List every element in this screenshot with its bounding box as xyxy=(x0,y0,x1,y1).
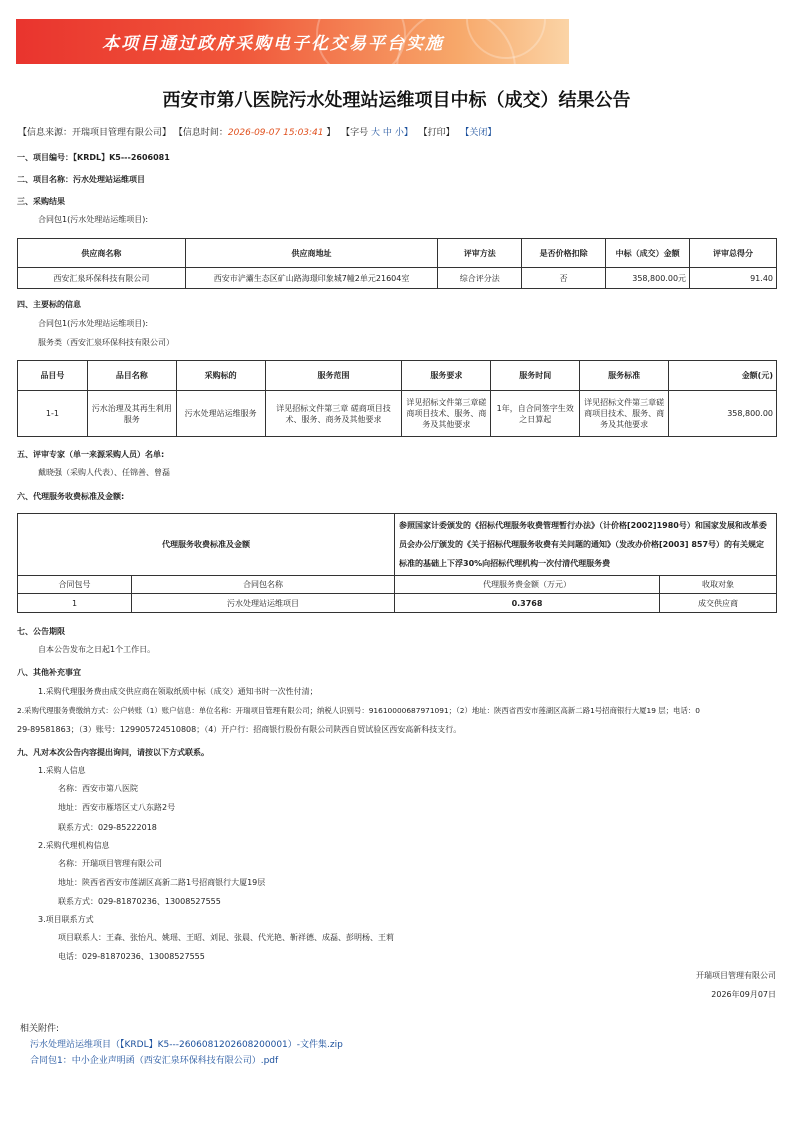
font-medium-link[interactable]: 中 xyxy=(382,128,392,138)
review-method: 综合评分法 xyxy=(438,268,522,289)
items-category: 服务类（西安汇泉环保科技有限公司） xyxy=(38,338,174,347)
items-header: 服务要求 xyxy=(402,361,491,391)
items-header: 金额(元) xyxy=(669,361,777,391)
items-header: 服务标准 xyxy=(580,361,669,391)
supplier-name: 西安汇泉环保科技有限公司 xyxy=(18,268,186,289)
close-link[interactable]: 【关闭】 xyxy=(460,128,497,138)
agency-phone: 联系方式：029-81870236、13008527555 xyxy=(58,897,221,906)
fee-description: 参照国家计委颁发的《招标代理服务收费管理暂行办法》（计价格[2002]1980号）和国家发展和改革委员会办公厅颁发的《关于招标代理服务收费有关问题的通知》（发改办价格[2003] 857号）的有关规定标准的基础上下浮30%向招标代理机构一次付清代理服务费 xyxy=(395,514,777,576)
item-number: 1-1 xyxy=(18,391,88,437)
project-contacts: 项目联系人：王森、张怡凡、姚瑶、王昭、刘昆、张晨、代光艳、靳祥德、成磊、彭明杨、王莉 xyxy=(58,933,394,942)
fee-title: 代理服务收费标准及金额 xyxy=(18,514,395,576)
table-row xyxy=(18,268,777,289)
font-large-link[interactable]: 大 xyxy=(371,128,381,138)
items-package-label: 合同包1(污水处理站运维项目): xyxy=(38,319,149,328)
fee-header: 合同包号 xyxy=(18,576,132,594)
purchaser-name: 名称：西安市第八医院 xyxy=(58,784,138,793)
attachments xyxy=(20,1021,343,1066)
item-amount: 358,800.00 xyxy=(669,391,777,437)
result-header: 评审方法 xyxy=(438,239,522,268)
section-project-name: 二、项目名称：污水处理站运维项目 xyxy=(17,175,145,184)
info-bar xyxy=(18,125,496,138)
agency-address: 地址：陕西省西安市莲湖区高新二路1号招商银行大厦19层 xyxy=(58,878,266,887)
project-phone: 电话：029-81870236、13008527555 xyxy=(58,952,205,961)
result-header: 中标（成交）金额 xyxy=(606,239,690,268)
time-label: 【信息时间： xyxy=(173,128,228,138)
section-notice-period: 七、公告期限 xyxy=(17,627,65,636)
agency-name: 名称：开瑞项目管理有限公司 xyxy=(58,859,162,868)
notice-period-text: 自本公告发布之日起1个工作日。 xyxy=(38,645,156,654)
fee-amount: 0.3768 xyxy=(395,594,660,613)
items-header: 服务时间 xyxy=(491,361,580,391)
items-header: 品目号 xyxy=(18,361,88,391)
service-time: 1年，自合同签字生效之日算起 xyxy=(491,391,580,437)
purchaser-address: 地址：西安市雁塔区丈八东路2号 xyxy=(58,803,176,812)
award-amount: 358,800.00元 xyxy=(606,268,690,289)
signature-org: 开瑞项目管理有限公司 xyxy=(696,971,776,980)
banner-text: 本项目通过政府采购电子化交易平台实施 xyxy=(102,34,444,54)
section-experts: 五、评审专家（单一来源采购人员）名单: xyxy=(17,450,165,459)
package-number: 1 xyxy=(18,594,132,613)
attachment-link-zip[interactable]: 污水处理站运维项目（【KRDL】K5---2606081202608200001）-文件集.zip xyxy=(30,1040,343,1050)
fee-header: 收取对象 xyxy=(660,576,777,594)
service-standard: 详见招标文件第三章磋商项目技术、服务、商务及其他要求 xyxy=(580,391,669,437)
section-result: 三、采购结果 xyxy=(17,197,65,206)
result-header: 供应商名称 xyxy=(18,239,186,268)
total-score: 91.40 xyxy=(690,268,777,289)
price-deduction: 否 xyxy=(522,268,606,289)
items-header: 采购标的 xyxy=(176,361,265,391)
attachment-link-pdf[interactable]: 合同包1：中小企业声明函（西安汇泉环保科技有限公司）.pdf xyxy=(30,1056,279,1066)
publish-time: 2026-09-07 15:03:41 xyxy=(227,128,324,138)
procurement-target: 污水处理站运维服务 xyxy=(176,391,265,437)
section-contact: 九、凡对本次公告内容提出询问，请按以下方式联系。 xyxy=(17,748,209,757)
table-row xyxy=(18,594,777,613)
result-header: 是否价格扣除 xyxy=(522,239,606,268)
time-end: 】 xyxy=(326,128,336,138)
fee-table xyxy=(17,513,777,613)
result-package-label: 合同包1(污水处理站运维项目): xyxy=(38,215,149,224)
project-contact-heading: 3.项目联系方式 xyxy=(38,915,94,924)
items-header: 服务范围 xyxy=(265,361,402,391)
fee-header: 合同包名称 xyxy=(132,576,395,594)
source-value: 开瑞项目管理有限公司】 xyxy=(72,128,172,138)
signature-date: 2026年09月07日 xyxy=(711,990,776,999)
page-title: 西安市第八医院污水处理站运维项目中标（成交）结果公告 xyxy=(162,90,631,111)
print-link[interactable]: 【打印】 xyxy=(418,128,455,138)
result-header: 评审总得分 xyxy=(690,239,777,268)
result-header: 供应商地址 xyxy=(185,239,438,268)
result-table xyxy=(17,238,777,289)
section-other-matters: 八、其他补充事宜 xyxy=(17,668,81,677)
package-name: 污水处理站运维项目 xyxy=(132,594,395,613)
table-row xyxy=(18,391,777,437)
expert-names: 戴晓强（采购人代表）、任锦善、曾磊 xyxy=(38,468,170,477)
fee-header: 代理服务费金额（万元） xyxy=(395,576,660,594)
font-size-label: 【字号 xyxy=(341,128,369,138)
source-label: 【信息来源： xyxy=(18,128,73,138)
fee-payer: 成交供应商 xyxy=(660,594,777,613)
font-small-link[interactable]: 小】 xyxy=(394,128,413,138)
agency-heading: 2.采购代理机构信息 xyxy=(38,841,110,850)
service-scope: 详见招标文件第三章 磋商项目技术、服务、商务及其他要求 xyxy=(265,391,402,437)
other-matter-1: 1.采购代理服务费由成交供应商在领取纸质中标（成交）通知书时一次性付清； xyxy=(38,687,318,696)
section-agency-fee: 六、代理服务收费标准及金额: xyxy=(17,492,125,501)
other-matter-2: 2.采购代理服务费缴纳方式：公户转账（1）账户信息：单位名称：开瑞项目管理有限公司；纳税人识别号：91610000687971091；（2）地址：陕西省西安市莲湖区高新二路1号招商银行大厦19 层；电话：0 xyxy=(17,706,700,715)
section-project-number: 一、项目编号：【KRDL】K5---2606081 xyxy=(17,153,170,162)
service-requirement: 详见招标文件第三章磋商项目技术、服务、商务及其他要求 xyxy=(402,391,491,437)
attachments-label: 相关附件: xyxy=(20,1024,60,1034)
banner xyxy=(16,19,569,64)
purchaser-heading: 1.采购人信息 xyxy=(38,766,86,775)
items-header: 品目名称 xyxy=(87,361,176,391)
supplier-address: 西安市浐灞生态区矿山路海璟印象城7幢2单元21604室 xyxy=(185,268,438,289)
section-main-items: 四、主要标的信息 xyxy=(17,300,81,309)
items-table xyxy=(17,360,777,437)
item-name: 污水治理及其再生利用服务 xyxy=(87,391,176,437)
other-matter-2-cont: 29-89581863；（3）账号：129905724510808；（4）开户行：招商银行股份有限公司陕西自贸试验区西安高新科技支行。 xyxy=(17,725,462,734)
purchaser-phone: 联系方式：029-85222018 xyxy=(58,823,157,832)
